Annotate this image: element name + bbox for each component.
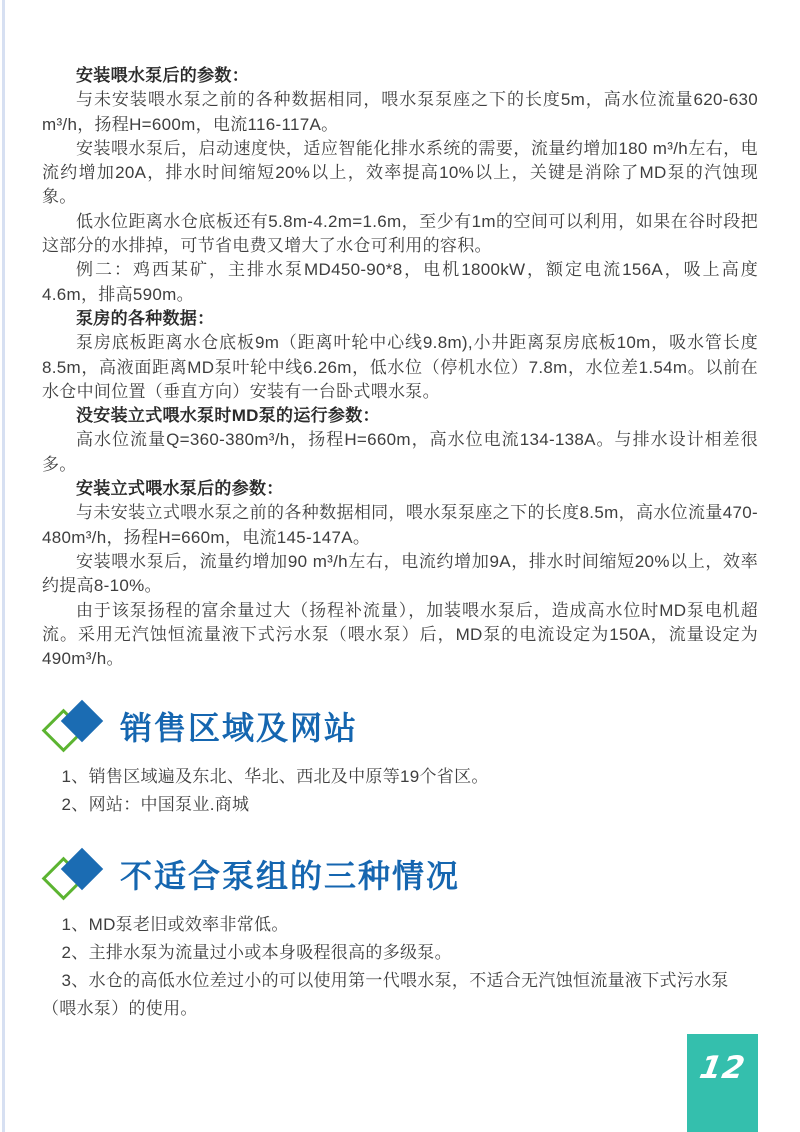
left-edge-line [2, 0, 5, 1132]
paragraph: 与未安装立式喂水泵之前的各种数据相同，喂水泵泵座之下的长度8.5m，高水位流量470-480m³/h，扬程H=660m，电流145-147A。 [42, 503, 758, 547]
section-title: 不适合泵组的三种情况 [120, 858, 461, 895]
diamond-icon [42, 698, 106, 754]
paragraph: 安装喂水泵后，启动速度快，适应智能化排水系统的需要，流量约增加180 m³/h左右，电流约增加20A，排水时间缩短20%以上，效率提高10%以上，关键是消除了MD泵的汽蚀现象。 [42, 138, 758, 207]
list-item: 2、主排水泵为流量过小或本身吸程很高的多级泵。 [61, 943, 452, 963]
list-item: 3、水仓的高低水位差过小的可以使用第一代喂水泵，不适合无汽蚀恒流量液下式污水泵（喂水泵）的使用。 [42, 971, 729, 1019]
paragraph: 例二：鸡西某矿，主排水泵MD450-90*8，电机1800kW，额定电流156A，吸上高度4.6m，排高590m。 [42, 260, 758, 304]
sections-block [42, 697, 758, 1023]
page-number: 12 [696, 1050, 749, 1086]
section-header [42, 697, 758, 755]
section [42, 697, 758, 819]
list-item: 1、MD泵老旧或效率非常低。 [61, 915, 289, 935]
section-title: 销售区域及网站 [120, 710, 359, 747]
diamond-icon [42, 846, 106, 902]
paragraph: 安装喂水泵后的参数： [76, 66, 249, 85]
paragraph: 与未安装喂水泵之前的各种数据相同，喂水泵泵座之下的长度5m，高水位流量620-630 m³/h，扬程H=600m，电流116-117A。 [42, 90, 758, 134]
section-header [42, 845, 758, 903]
list-item: 1、销售区域遍及东北、华北、西北及中原等19个省区。 [61, 767, 489, 787]
paragraph: 低水位距离水仓底板还有5.8m-4.2m=1.6m，至少有1m的空间可以利用，如果在谷时段把这部分的水排掉，可节省电费又增大了水仓可利用的容积。 [42, 211, 758, 256]
paragraph: 泵房底板距离水仓底板9m（距离叶轮中心线9.8m),小井距离泵房底板10m，吸水管长度8.5m，高液面距离MD泵叶轮中线6.26m，低水位（停机水位）7.8m，水位差1.54m。以前在水仓中间位置（垂直方向）安装有一台卧式喂水泵。 [42, 333, 758, 401]
paragraph: 泵房的各种数据： [76, 308, 215, 328]
section-items [42, 763, 758, 819]
page-content [42, 64, 758, 1023]
body-text-block [42, 64, 758, 671]
paragraph: 没安装立式喂水泵时MD泵的运行参数： [76, 406, 380, 426]
paragraph: 由于该泵扬程的富余量过大（扬程补流量），加装喂水泵后，造成高水位时MD泵电机超流。采用无汽蚀恒流量液下式污水泵（喂水泵）后，MD泵的电流设定为150A，流量设定为490m³/h。 [42, 600, 758, 669]
paragraph: 安装喂水泵后，流量约增加90 m³/h左右，电流约增加9A，排水时间缩短20%以上，效率约提高8-10%。 [42, 551, 758, 596]
section-items [42, 911, 758, 1023]
section [42, 845, 758, 1023]
page-number-badge [687, 1034, 758, 1132]
paragraph: 安装立式喂水泵后的参数： [76, 479, 284, 499]
paragraph: 高水位流量Q=360-380m³/h，扬程H=660m，高水位电流134-138A。与排水设计相差很多。 [42, 430, 758, 474]
list-item: 2、网站：中国泵业.商城 [61, 795, 250, 815]
